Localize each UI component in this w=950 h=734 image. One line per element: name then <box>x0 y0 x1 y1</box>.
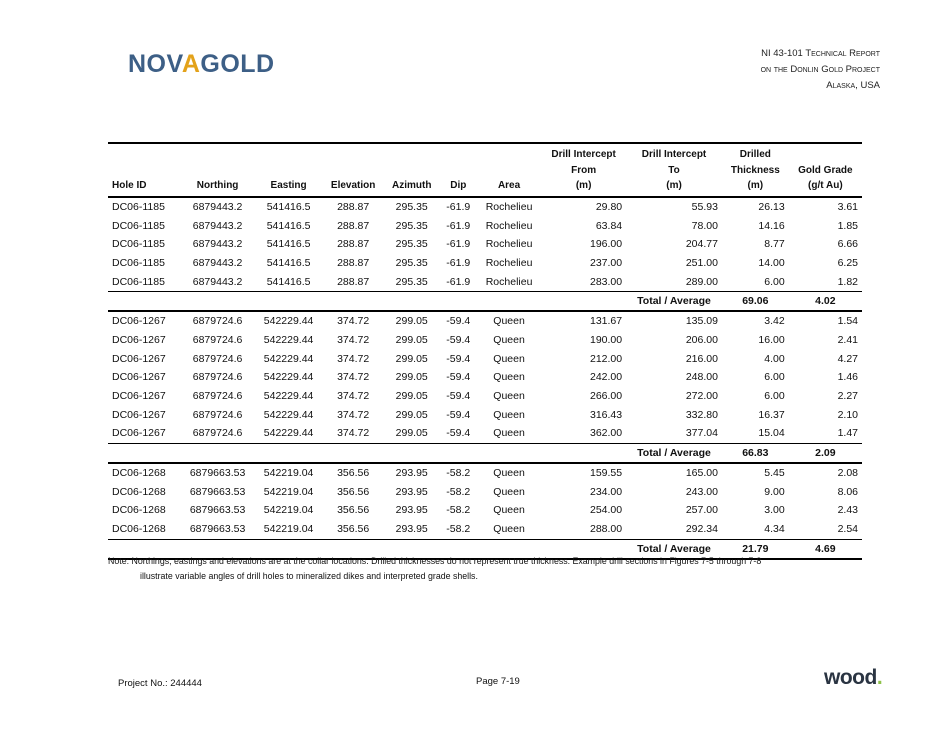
cell-area: Queen <box>493 315 525 328</box>
cell-hole-id: DC06-1185 <box>112 256 165 269</box>
cell-grade: 2.10 <box>837 408 858 421</box>
table-row <box>108 272 862 291</box>
cell-northing: 6879724.6 <box>192 390 243 403</box>
cell-elevation: 374.72 <box>337 408 370 421</box>
column-header-dip: Dip <box>450 180 467 191</box>
cell-azimuth: 295.35 <box>395 256 428 269</box>
cell-from: 362.00 <box>590 427 623 440</box>
cell-to: 377.04 <box>685 427 718 440</box>
cell-elevation: 374.72 <box>337 371 370 384</box>
cell-thickness: 16.37 <box>758 408 785 421</box>
cell-grade: 2.08 <box>837 467 858 480</box>
cell-easting: 542229.44 <box>263 333 314 346</box>
cell-northing: 6879443.2 <box>192 238 243 251</box>
cell-northing: 6879724.6 <box>192 408 243 421</box>
cell-easting: 542229.44 <box>263 352 314 365</box>
cell-azimuth: 299.05 <box>395 315 428 328</box>
report-header <box>761 46 880 94</box>
table-header-row <box>108 143 862 197</box>
cell-thickness: 14.00 <box>758 256 785 269</box>
table-row <box>108 463 862 483</box>
cell-elevation: 374.72 <box>337 352 370 365</box>
cell-to: 216.00 <box>685 352 718 365</box>
cell-from: 242.00 <box>590 371 623 384</box>
total-thickness: 69.06 <box>722 291 789 311</box>
cell-to: 243.00 <box>685 485 718 498</box>
cell-easting: 541416.5 <box>266 238 311 251</box>
cell-easting: 542219.04 <box>263 485 314 498</box>
report-header-line-2: on the Donlin Gold Project <box>760 64 880 75</box>
cell-easting: 542219.04 <box>263 467 314 480</box>
cell-thickness: 26.13 <box>758 200 785 213</box>
cell-grade: 2.41 <box>837 333 858 346</box>
cell-from: 316.43 <box>590 408 623 421</box>
cell-elevation: 374.72 <box>337 390 370 403</box>
cell-azimuth: 293.95 <box>395 485 428 498</box>
table-row <box>108 311 862 331</box>
cell-grade: 6.25 <box>837 256 858 269</box>
column-header-area: Area <box>497 180 521 191</box>
cell-dip: -58.2 <box>446 485 471 498</box>
cell-azimuth: 299.05 <box>395 408 428 421</box>
total-thickness: 21.79 <box>722 539 789 559</box>
cell-dip: -58.2 <box>446 467 471 480</box>
cell-thickness: 8.77 <box>764 238 785 251</box>
cell-from: 196.00 <box>590 238 623 251</box>
cell-to: 55.93 <box>691 200 718 213</box>
cell-northing: 6879724.6 <box>192 315 243 328</box>
total-spacer <box>108 443 626 463</box>
cell-elevation: 356.56 <box>337 485 370 498</box>
table-row <box>108 368 862 387</box>
total-grade: 2.09 <box>789 443 862 463</box>
table-row <box>108 331 862 350</box>
cell-azimuth: 295.35 <box>395 219 428 232</box>
cell-elevation: 288.87 <box>337 238 370 251</box>
cell-northing: 6879443.2 <box>192 219 243 232</box>
total-spacer <box>108 291 626 311</box>
cell-from: 131.67 <box>590 315 623 328</box>
cell-hole-id: DC06-1268 <box>112 523 166 536</box>
cell-dip: -59.4 <box>446 315 471 328</box>
cell-hole-id: DC06-1185 <box>112 238 165 251</box>
cell-area: Queen <box>493 352 525 365</box>
cell-area: Queen <box>493 390 525 403</box>
column-header-easting: Easting <box>270 180 307 191</box>
table-row <box>108 254 862 273</box>
cell-elevation: 288.87 <box>337 256 370 269</box>
cell-northing: 6879724.6 <box>192 352 243 365</box>
cell-hole-id: DC06-1267 <box>112 352 166 365</box>
cell-to: 206.00 <box>685 333 718 346</box>
table-row <box>108 235 862 254</box>
cell-northing: 6879724.6 <box>192 427 243 440</box>
cell-thickness: 3.42 <box>764 315 785 328</box>
cell-hole-id: DC06-1267 <box>112 390 166 403</box>
cell-from: 288.00 <box>590 523 623 536</box>
total-row <box>108 443 862 463</box>
cell-grade: 1.46 <box>837 371 858 384</box>
table-row <box>108 482 862 501</box>
cell-grade: 6.66 <box>837 238 858 251</box>
cell-from: 283.00 <box>590 275 623 288</box>
cell-elevation: 356.56 <box>337 523 370 536</box>
column-header-grade: Gold Grade (g/t Au) <box>798 164 853 191</box>
total-thickness: 66.83 <box>722 443 789 463</box>
column-header-thickness: Drilled Thickness (m) <box>730 149 780 191</box>
cell-from: 234.00 <box>590 485 623 498</box>
cell-northing: 6879724.6 <box>192 371 243 384</box>
cell-thickness: 9.00 <box>764 485 785 498</box>
cell-azimuth: 293.95 <box>395 523 428 536</box>
cell-thickness: 5.45 <box>764 467 785 480</box>
cell-from: 254.00 <box>590 504 623 517</box>
cell-northing: 6879443.2 <box>192 256 243 269</box>
cell-area: Queen <box>493 408 525 421</box>
cell-thickness: 6.00 <box>764 390 785 403</box>
cell-area: Queen <box>493 371 525 384</box>
cell-thickness: 16.00 <box>758 333 785 346</box>
cell-hole-id: DC06-1268 <box>112 504 166 517</box>
drill-intercept-table <box>108 142 862 560</box>
cell-easting: 541416.5 <box>266 256 311 269</box>
cell-elevation: 288.87 <box>337 275 370 288</box>
cell-elevation: 374.72 <box>337 333 370 346</box>
cell-from: 29.80 <box>595 200 623 213</box>
cell-thickness: 4.00 <box>764 352 785 365</box>
cell-thickness: 14.16 <box>758 219 785 232</box>
cell-to: 165.00 <box>685 467 718 480</box>
cell-area: Queen <box>493 333 525 346</box>
cell-hole-id: DC06-1267 <box>112 408 166 421</box>
cell-to: 289.00 <box>685 275 718 288</box>
cell-grade: 2.43 <box>837 504 858 517</box>
cell-grade: 2.27 <box>837 390 858 403</box>
cell-hole-id: DC06-1268 <box>112 485 166 498</box>
cell-hole-id: DC06-1267 <box>112 371 166 384</box>
table-row <box>108 387 862 406</box>
cell-dip: -61.9 <box>446 200 471 213</box>
table-row <box>108 424 862 443</box>
cell-thickness: 6.00 <box>764 275 785 288</box>
cell-azimuth: 299.05 <box>395 427 428 440</box>
cell-dip: -61.9 <box>446 238 471 251</box>
column-header-hole-id: Hole ID <box>112 180 147 191</box>
cell-northing: 6879663.53 <box>189 523 246 536</box>
cell-thickness: 6.00 <box>764 371 785 384</box>
cell-to: 332.80 <box>685 408 718 421</box>
cell-northing: 6879663.53 <box>189 467 246 480</box>
cell-hole-id: DC06-1267 <box>112 333 166 346</box>
cell-elevation: 374.72 <box>337 427 370 440</box>
cell-easting: 542219.04 <box>263 504 314 517</box>
cell-azimuth: 299.05 <box>395 352 428 365</box>
cell-hole-id: DC06-1185 <box>112 275 165 288</box>
cell-grade: 4.27 <box>837 352 858 365</box>
cell-area: Rochelieu <box>485 219 533 232</box>
cell-northing: 6879443.2 <box>192 200 243 213</box>
total-row <box>108 291 862 311</box>
cell-azimuth: 295.35 <box>395 200 428 213</box>
cell-easting: 542229.44 <box>263 427 314 440</box>
cell-azimuth: 295.35 <box>395 275 428 288</box>
cell-azimuth: 293.95 <box>395 467 428 480</box>
total-label: Total / Average <box>626 443 722 463</box>
table-row <box>108 520 862 539</box>
cell-northing: 6879443.2 <box>192 275 243 288</box>
cell-hole-id: DC06-1268 <box>112 467 166 480</box>
wood-logo: wood. <box>824 666 883 689</box>
cell-area: Queen <box>493 467 525 480</box>
cell-elevation: 356.56 <box>337 504 370 517</box>
novagold-logo: NOVAGOLD <box>128 50 275 78</box>
table-row <box>108 216 862 235</box>
total-label: Total / Average <box>626 291 722 311</box>
cell-hole-id: DC06-1267 <box>112 427 166 440</box>
cell-area: Rochelieu <box>485 275 533 288</box>
cell-dip: -58.2 <box>446 504 471 517</box>
cell-dip: -58.2 <box>446 523 471 536</box>
cell-from: 190.00 <box>590 333 623 346</box>
cell-azimuth: 295.35 <box>395 238 428 251</box>
cell-easting: 541416.5 <box>266 200 311 213</box>
cell-to: 257.00 <box>685 504 718 517</box>
column-header-elevation: Elevation <box>330 180 376 191</box>
cell-to: 135.09 <box>685 315 718 328</box>
cell-grade: 1.47 <box>837 427 858 440</box>
cell-azimuth: 293.95 <box>395 504 428 517</box>
cell-dip: -59.4 <box>446 371 471 384</box>
cell-hole-id: DC06-1185 <box>112 219 165 232</box>
cell-area: Queen <box>493 523 525 536</box>
cell-easting: 542229.44 <box>263 371 314 384</box>
cell-area: Rochelieu <box>485 256 533 269</box>
total-label: Total / Average <box>626 539 722 559</box>
cell-to: 272.00 <box>685 390 718 403</box>
cell-area: Rochelieu <box>485 200 533 213</box>
cell-easting: 541416.5 <box>266 275 311 288</box>
cell-from: 237.00 <box>590 256 623 269</box>
cell-grade: 1.54 <box>837 315 858 328</box>
cell-thickness: 4.34 <box>764 523 785 536</box>
cell-easting: 542219.04 <box>263 523 314 536</box>
table-body <box>108 197 862 559</box>
cell-easting: 541416.5 <box>266 219 311 232</box>
cell-area: Rochelieu <box>485 238 533 251</box>
cell-to: 251.00 <box>685 256 718 269</box>
cell-elevation: 288.87 <box>337 219 370 232</box>
table-row <box>108 349 862 368</box>
cell-area: Queen <box>493 504 525 517</box>
project-number: Project No.: 244444 <box>118 678 202 689</box>
cell-easting: 542229.44 <box>263 315 314 328</box>
table-row <box>108 197 862 217</box>
cell-elevation: 288.87 <box>337 200 370 213</box>
column-header-azimuth: Azimuth <box>392 180 432 191</box>
cell-grade: 1.85 <box>837 219 858 232</box>
cell-azimuth: 299.05 <box>395 371 428 384</box>
note-line-2: illustrate variable angles of drill holes to mineralized dikes and interpreted grade shells. <box>140 571 478 581</box>
cell-to: 78.00 <box>691 219 718 232</box>
total-grade: 4.02 <box>789 291 862 311</box>
cell-from: 212.00 <box>590 352 623 365</box>
cell-thickness: 15.04 <box>758 427 785 440</box>
total-grade: 4.69 <box>789 539 862 559</box>
table-row <box>108 405 862 424</box>
cell-northing: 6879724.6 <box>192 333 243 346</box>
cell-area: Queen <box>493 485 525 498</box>
cell-northing: 6879663.53 <box>189 485 246 498</box>
cell-dip: -59.4 <box>446 333 471 346</box>
note-line-1: Note: Northings, eastings and elevations are at the collar locations. Drilled thicknesses do not represent true thickness. Example drill sections in Figures 7-5 through 7-8 <box>108 556 762 566</box>
cell-hole-id: DC06-1267 <box>112 315 166 328</box>
cell-thickness: 3.00 <box>764 504 785 517</box>
report-header-line-1: NI 43-101 Technical Report <box>761 48 880 59</box>
cell-area: Queen <box>493 427 525 440</box>
column-header-from: Drill Intercept From (m) <box>551 149 616 191</box>
cell-dip: -61.9 <box>446 256 471 269</box>
column-header-to: Drill Intercept To (m) <box>641 149 707 191</box>
table-note <box>108 554 868 584</box>
cell-azimuth: 299.05 <box>395 390 428 403</box>
cell-to: 204.77 <box>685 238 718 251</box>
cell-elevation: 356.56 <box>337 467 370 480</box>
cell-from: 159.55 <box>590 467 623 480</box>
cell-hole-id: DC06-1185 <box>112 200 165 213</box>
cell-dip: -59.4 <box>446 352 471 365</box>
cell-azimuth: 299.05 <box>395 333 428 346</box>
cell-grade: 2.54 <box>837 523 858 536</box>
cell-from: 266.00 <box>590 390 623 403</box>
cell-grade: 1.82 <box>837 275 858 288</box>
cell-dip: -59.4 <box>446 408 471 421</box>
table-row <box>108 501 862 520</box>
cell-dip: -59.4 <box>446 427 471 440</box>
cell-grade: 8.06 <box>837 485 858 498</box>
column-header-northing: Northing <box>196 180 239 191</box>
cell-easting: 542229.44 <box>263 390 314 403</box>
cell-dip: -61.9 <box>446 219 471 232</box>
cell-northing: 6879663.53 <box>189 504 246 517</box>
cell-dip: -61.9 <box>446 275 471 288</box>
cell-to: 292.34 <box>685 523 718 536</box>
cell-easting: 542229.44 <box>263 408 314 421</box>
cell-elevation: 374.72 <box>337 315 370 328</box>
cell-grade: 3.61 <box>837 200 858 213</box>
cell-from: 63.84 <box>595 219 623 232</box>
report-header-line-3: Alaska, USA <box>826 80 880 91</box>
page-number: Page 7-19 <box>476 676 520 687</box>
cell-to: 248.00 <box>685 371 718 384</box>
cell-dip: -59.4 <box>446 390 471 403</box>
